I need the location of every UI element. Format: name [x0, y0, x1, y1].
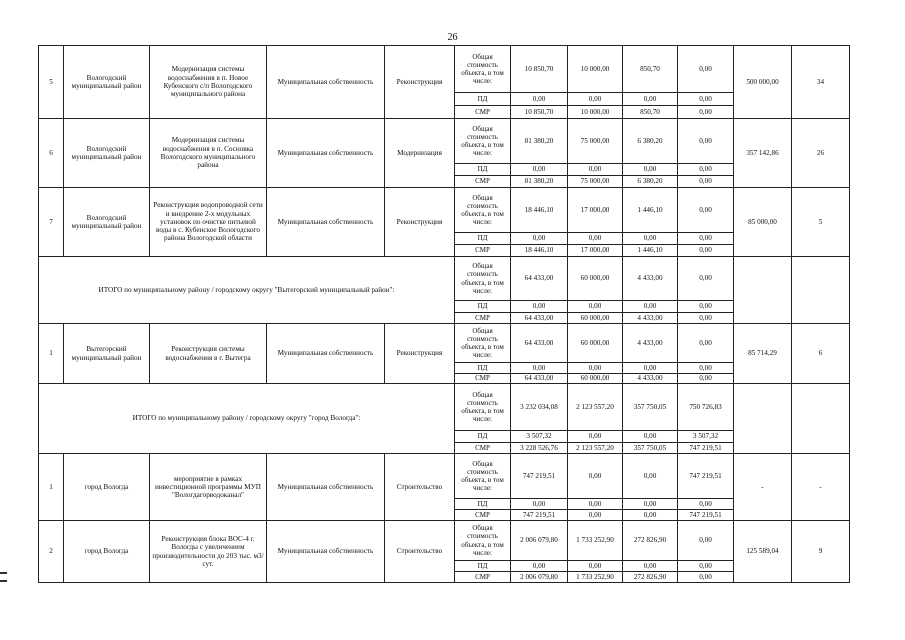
- page-number: 26: [447, 32, 458, 43]
- pd-value: 0,00: [511, 499, 568, 510]
- total-cost-value: 60 000,00: [568, 324, 623, 363]
- pd-value: 0,00: [678, 561, 734, 572]
- pd-value: 0,00: [568, 301, 623, 313]
- total-cost-value: 64 433,00: [511, 257, 568, 301]
- pd-value: 0,00: [623, 561, 678, 572]
- smr-value: 0,00: [568, 510, 623, 521]
- total-cost-value: 272 826,90: [623, 521, 678, 561]
- table-row: [39, 454, 850, 499]
- smr-value: 0,00: [678, 106, 734, 119]
- ownership-cell: Муниципальная собственность: [267, 454, 385, 521]
- total-cost-value: 2 123 557,20: [568, 384, 623, 431]
- count-cell: [792, 384, 850, 454]
- smr-label: СМР: [455, 443, 511, 454]
- total-cost-value: 0,00: [678, 46, 734, 93]
- amount-cell: 85 000,00: [734, 188, 792, 257]
- pd-value: 0,00: [678, 499, 734, 510]
- total-row: [39, 257, 850, 301]
- row-number: 2: [39, 521, 64, 583]
- pd-value: 0,00: [568, 363, 623, 374]
- work-type-cell: Строительство: [385, 521, 455, 583]
- pd-label: ПД: [455, 233, 511, 245]
- total-cost-value: 64 433,00: [511, 324, 568, 363]
- pd-value: 0,00: [568, 93, 623, 106]
- total-cost-label: Общая стоимость объекта, в том числе:: [455, 324, 511, 363]
- pd-label: ПД: [455, 164, 511, 176]
- total-cost-value: 747 219,51: [511, 454, 568, 499]
- smr-value: 64 433,00: [511, 313, 568, 324]
- count-cell: 34: [792, 46, 850, 119]
- pd-value: 0,00: [568, 561, 623, 572]
- total-cost-label: Общая стоимость объекта, в том числе:: [455, 188, 511, 233]
- smr-label: СМР: [455, 572, 511, 583]
- smr-value: 4 433,00: [623, 313, 678, 324]
- object-name-cell: Модернизация системы водоснабжения в п. Сосновка Вологодского муниципального района: [150, 119, 267, 188]
- amount-cell: 500 000,00: [734, 46, 792, 119]
- pd-value: 0,00: [623, 363, 678, 374]
- total-cost-label: Общая стоимость объекта, в том числе:: [455, 454, 511, 499]
- object-name-cell: Реконструкция системы водоснабжения в г. Вытегра: [150, 324, 267, 384]
- total-cost-value: 0,00: [623, 454, 678, 499]
- total-cost-value: 747 219,51: [678, 454, 734, 499]
- smr-value: 2 006 079,80: [511, 572, 568, 583]
- total-title: ИТОГО по муниципальному району / городскому округу "город Вологда":: [39, 384, 455, 454]
- total-cost-value: 0,00: [678, 257, 734, 301]
- total-cost-value: 0,00: [678, 521, 734, 561]
- total-cost-value: 10 000,00: [568, 46, 623, 93]
- smr-value: 81 380,20: [511, 176, 568, 188]
- smr-value: 10 850,70: [511, 106, 568, 119]
- pd-label: ПД: [455, 301, 511, 313]
- amount-cell: 125 589,04: [734, 521, 792, 583]
- ownership-cell: Муниципальная собственность: [267, 119, 385, 188]
- total-cost-value: 0,00: [568, 454, 623, 499]
- smr-value: 60 000,00: [568, 374, 623, 384]
- object-name-cell: Реконструкция водопроводной сети и внедрение 2-х модульных установок по очистке питьевой воды в с. Кубенское Вологодского района Вологодской области: [150, 188, 267, 257]
- count-cell: -: [792, 454, 850, 521]
- total-cost-value: 1 446,10: [623, 188, 678, 233]
- pd-value: 0,00: [623, 499, 678, 510]
- total-cost-value: 0,00: [678, 188, 734, 233]
- total-cost-value: 750 726,83: [678, 384, 734, 431]
- total-cost-value: 60 000,00: [568, 257, 623, 301]
- row-number: 6: [39, 119, 64, 188]
- smr-value: 18 446,10: [511, 245, 568, 257]
- count-cell: 5: [792, 188, 850, 257]
- smr-value: 0,00: [678, 176, 734, 188]
- total-cost-value: 0,00: [678, 324, 734, 363]
- pd-label: ПД: [455, 431, 511, 443]
- count-cell: 9: [792, 521, 850, 583]
- total-row: [39, 384, 850, 431]
- pd-value: 0,00: [623, 93, 678, 106]
- smr-value: 1 446,10: [623, 245, 678, 257]
- amount-cell: [734, 384, 792, 454]
- pd-value: 0,00: [511, 233, 568, 245]
- pd-label: ПД: [455, 499, 511, 510]
- amount-cell: 357 142,86: [734, 119, 792, 188]
- pd-value: 0,00: [568, 233, 623, 245]
- smr-value: 0,00: [678, 313, 734, 324]
- smr-label: СМР: [455, 245, 511, 257]
- pd-value: 0,00: [623, 301, 678, 313]
- smr-value: 3 228 526,76: [511, 443, 568, 454]
- object-name-cell: Модернизация системы водоснабжения в п. Новое Кубенского с/п Вологодского муниципального района: [150, 46, 267, 119]
- total-cost-label: Общая стоимость объекта, в том числе:: [455, 46, 511, 93]
- smr-value: 747 219,51: [511, 510, 568, 521]
- row-number: 7: [39, 188, 64, 257]
- amount-cell: -: [734, 454, 792, 521]
- total-cost-value: 75 000,00: [568, 119, 623, 164]
- total-title: ИТОГО по муниципальному району / городскому округу "Вытегорский муниципальный район":: [39, 257, 455, 324]
- pd-value: 3 507,32: [511, 431, 568, 443]
- smr-value: 747 219,51: [678, 510, 734, 521]
- smr-value: 64 433,00: [511, 374, 568, 384]
- pd-value: 0,00: [511, 93, 568, 106]
- smr-value: 75 000,00: [568, 176, 623, 188]
- smr-label: СМР: [455, 176, 511, 188]
- pd-value: 0,00: [623, 233, 678, 245]
- pd-value: 0,00: [511, 363, 568, 374]
- total-cost-value: 4 433,00: [623, 257, 678, 301]
- pd-value: 0,00: [511, 164, 568, 176]
- table-row: [39, 119, 850, 164]
- total-cost-value: 18 446,10: [511, 188, 568, 233]
- ownership-cell: Муниципальная собственность: [267, 521, 385, 583]
- pd-value: 0,00: [511, 561, 568, 572]
- total-cost-value: 6 380,20: [623, 119, 678, 164]
- amount-cell: [734, 257, 792, 324]
- amount-cell: 85 714,29: [734, 324, 792, 384]
- total-cost-value: 81 380,20: [511, 119, 568, 164]
- total-cost-label: Общая стоимость объекта, в том числе:: [455, 521, 511, 561]
- total-cost-value: 357 750,05: [623, 384, 678, 431]
- count-cell: [792, 257, 850, 324]
- smr-value: 60 000,00: [568, 313, 623, 324]
- pd-value: 0,00: [623, 164, 678, 176]
- smr-value: 0,00: [623, 510, 678, 521]
- smr-value: 850,70: [623, 106, 678, 119]
- smr-value: 0,00: [678, 374, 734, 384]
- object-name-cell: мероприятие в рамках инвестиционной программы МУП "Вологдагорводоканал": [150, 454, 267, 521]
- table-row: [39, 324, 850, 363]
- work-type-cell: Реконструкция: [385, 188, 455, 257]
- district-cell: Вытегорский муниципальный район: [64, 324, 150, 384]
- pd-value: 0,00: [678, 164, 734, 176]
- work-type-cell: Модернизация: [385, 119, 455, 188]
- object-name-cell: Реконструкция блока ВОС-4 г. Вологды с увеличением производительности до 203 тыс. м3/сут.: [150, 521, 267, 583]
- work-type-cell: Реконструкция: [385, 46, 455, 119]
- smr-value: 17 000,00: [568, 245, 623, 257]
- district-cell: Вологодский муниципальный район: [64, 46, 150, 119]
- smr-label: СМР: [455, 374, 511, 384]
- total-cost-label: Общая стоимость объекта, в том числе:: [455, 119, 511, 164]
- smr-value: 6 380,20: [623, 176, 678, 188]
- smr-value: 1 733 252,90: [568, 572, 623, 583]
- scan-edge-mark: [0, 572, 7, 574]
- smr-value: 0,00: [678, 572, 734, 583]
- total-cost-label: Общая стоимость объекта, в том числе:: [455, 257, 511, 301]
- pd-label: ПД: [455, 93, 511, 106]
- district-cell: Вологодский муниципальный район: [64, 119, 150, 188]
- pd-value: 0,00: [678, 93, 734, 106]
- pd-label: ПД: [455, 561, 511, 572]
- ownership-cell: Муниципальная собственность: [267, 188, 385, 257]
- row-number: 1: [39, 324, 64, 384]
- ownership-cell: Муниципальная собственность: [267, 46, 385, 119]
- row-number: 1: [39, 454, 64, 521]
- pd-value: 0,00: [678, 301, 734, 313]
- smr-value: 272 826,90: [623, 572, 678, 583]
- smr-value: 10 000,00: [568, 106, 623, 119]
- total-cost-value: 0,00: [678, 119, 734, 164]
- table-row: [39, 521, 850, 561]
- district-cell: город Вологда: [64, 454, 150, 521]
- pd-value: 0,00: [511, 301, 568, 313]
- district-cell: город Вологда: [64, 521, 150, 583]
- smr-label: СМР: [455, 510, 511, 521]
- investment-table: [38, 45, 850, 583]
- smr-label: СМР: [455, 313, 511, 324]
- pd-value: 0,00: [623, 431, 678, 443]
- pd-value: 0,00: [678, 363, 734, 374]
- scan-edge-mark: [0, 580, 7, 582]
- smr-value: 0,00: [678, 245, 734, 257]
- smr-value: 747 219,51: [678, 443, 734, 454]
- work-type-cell: Реконструкция: [385, 324, 455, 384]
- work-type-cell: Строительство: [385, 454, 455, 521]
- pd-value: 3 507,32: [678, 431, 734, 443]
- table-row: [39, 46, 850, 93]
- total-cost-label: Общая стоимость объекта, в том числе:: [455, 384, 511, 431]
- total-cost-value: 10 850,70: [511, 46, 568, 93]
- row-number: 5: [39, 46, 64, 119]
- smr-label: СМР: [455, 106, 511, 119]
- smr-value: 2 123 557,20: [568, 443, 623, 454]
- pd-value: 0,00: [568, 431, 623, 443]
- ownership-cell: Муниципальная собственность: [267, 324, 385, 384]
- smr-value: 4 433,00: [623, 374, 678, 384]
- total-cost-value: 4 433,00: [623, 324, 678, 363]
- smr-value: 357 750,05: [623, 443, 678, 454]
- total-cost-value: 2 006 079,80: [511, 521, 568, 561]
- district-cell: Вологодский муниципальный район: [64, 188, 150, 257]
- pd-label: ПД: [455, 363, 511, 374]
- count-cell: 26: [792, 119, 850, 188]
- count-cell: 6: [792, 324, 850, 384]
- pd-value: 0,00: [568, 499, 623, 510]
- pd-value: 0,00: [568, 164, 623, 176]
- pd-value: 0,00: [678, 233, 734, 245]
- total-cost-value: 850,70: [623, 46, 678, 93]
- table-row: [39, 188, 850, 233]
- total-cost-value: 17 000,00: [568, 188, 623, 233]
- total-cost-value: 3 232 034,08: [511, 384, 568, 431]
- total-cost-value: 1 733 252,90: [568, 521, 623, 561]
